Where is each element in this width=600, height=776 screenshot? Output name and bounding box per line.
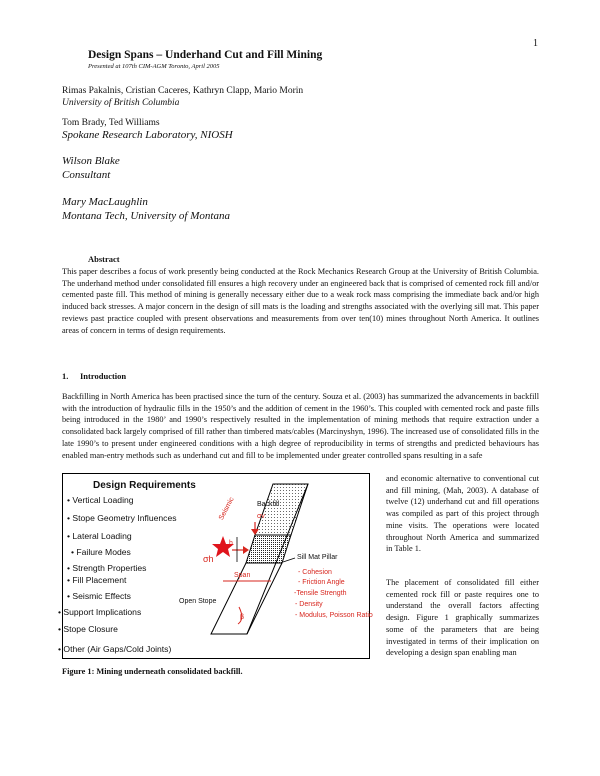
intro-column-paragraph-2: The placement of consolidated fill either cemented rock fill or paste requires one to understand the overall factors affecting design. Figure 1 graphically summarizes some of the parameters that are being investigated in terms of their implication on developing a design span enabling man (386, 578, 539, 658)
figure-title: Design Requirements (93, 480, 196, 491)
backfill-block (255, 484, 308, 535)
sigma-h-label: σh (203, 554, 214, 564)
author-names-1: Rimas Pakalnis, Cristian Caceres, Kathryn Clapp, Mario Morin (62, 86, 304, 96)
figure-1 (58, 473, 373, 659)
requirement-item: • Stope Geometry Influences (67, 513, 177, 523)
requirement-item: • Support Implications (58, 607, 142, 617)
property-item: - Friction Angle (298, 579, 345, 586)
requirement-item: • Vertical Loading (67, 495, 134, 505)
beta-label: β (240, 614, 245, 621)
author-names-2: Tom Brady, Ted Williams (62, 118, 160, 128)
paper-title: Design Spans – Underhand Cut and Fill Mining (88, 49, 323, 61)
sill-mat-label: Sill Mat Pillar (297, 554, 338, 561)
requirement-item: • Fill Placement (67, 575, 127, 585)
seismic-label: Seismic (218, 496, 236, 522)
sigma-h-arrowhead (243, 546, 249, 554)
requirement-item: • Failure Modes (71, 547, 131, 557)
author-affiliation-3: Consultant (62, 169, 111, 181)
backfill-label: Backfill (257, 501, 280, 508)
section-number: 1. (62, 371, 69, 381)
author-affiliation-1: University of British Columbia (62, 98, 180, 108)
page-number: 1 (533, 38, 538, 49)
property-item: - Modulus, Poisson Ratio (295, 612, 373, 619)
requirement-item: • Lateral Loading (67, 531, 132, 541)
requirement-item: • Strength Properties (67, 563, 147, 573)
paper-subtitle: Presented at 107th CIM-AGM Toronto, April 2005 (88, 63, 220, 70)
author-names-4: Mary MacLaughlin (62, 196, 148, 208)
property-item: -Tensile Strength (294, 590, 347, 597)
section-heading (62, 371, 126, 381)
open-stope-label: Open Stope (179, 598, 217, 605)
height-label: h (229, 540, 233, 547)
property-item: - Cohesion (298, 569, 332, 576)
intro-column-paragraph-1: and economic alternative to conventional cut and fill mining, (Mah, 2003). A database of twelve (12) underhand cut and fill operations was compiled as part of this project through mine visits. The operations were located throughout North America and summarized in Table 1. (386, 474, 539, 554)
abstract-heading: Abstract (88, 254, 120, 264)
span-label: Span (234, 572, 251, 579)
sill-mat-leader (283, 558, 295, 562)
intro-paragraph-1: Backfilling in North America has been practised since the turn of the century. Souza et al. (2003) has summarized the advancements in backfill with the introduction of hydraulic fills in the 1950’s and the addition of cement in the 1960’s. This coupled with cemented rock and paste fills being introduced in the 1980’ and 1990’s respectively resulted in the implementation of mining methods that require extraction under a consolidated back largely comprised of fill rather than timbered mats/cables (Marcinyshyn, 1996). The increased use of consolidated fills in the late 1990’s to present under engineered conditions with a high degree of reproducibility in terms of strengths and predicted behaviours has enabled man-entry methods such as underhand cut and fill to be implemented under greater controlled spans resulting in a safe (62, 392, 539, 460)
requirement-item: • Other (Air Gaps/Cold Joints) (58, 644, 172, 654)
author-affiliation-4: Montana Tech, University of Montana (62, 210, 230, 222)
requirement-item: • Stope Closure (58, 624, 118, 634)
property-item: - Density (295, 601, 323, 608)
sigma-v-label: σv (257, 513, 265, 520)
author-names-3: Wilson Blake (62, 155, 120, 167)
section-title: Introduction (80, 371, 127, 381)
author-affiliation-2: Spokane Research Laboratory, NIOSH (62, 129, 233, 141)
requirement-item: • Seismic Effects (67, 591, 131, 601)
figure-caption: Figure 1: Mining underneath consolidated backfill. (62, 667, 243, 676)
sill-mat-block (246, 535, 291, 563)
abstract-text: This paper describes a focus of work presently being conducted at the Rock Mechanics Research Group at the University of British Columbia. The underhand method under consolidated fill ensures a high recovery under an engineered back that is comprised of cemented rock fill and/or cemented paste fill. This method of mining is generally necessary either due to a weak rock mass comprising the immediate back and/or high induced back stresses. A major concern in the design of sill mats is the loading and strengths associated with the overlying sill mat. This paper reviews past practice coupled with present observations and measurements from over ten(10) mines throughout North America. It outlines areas of concern in terms of design requirements. (62, 267, 539, 335)
